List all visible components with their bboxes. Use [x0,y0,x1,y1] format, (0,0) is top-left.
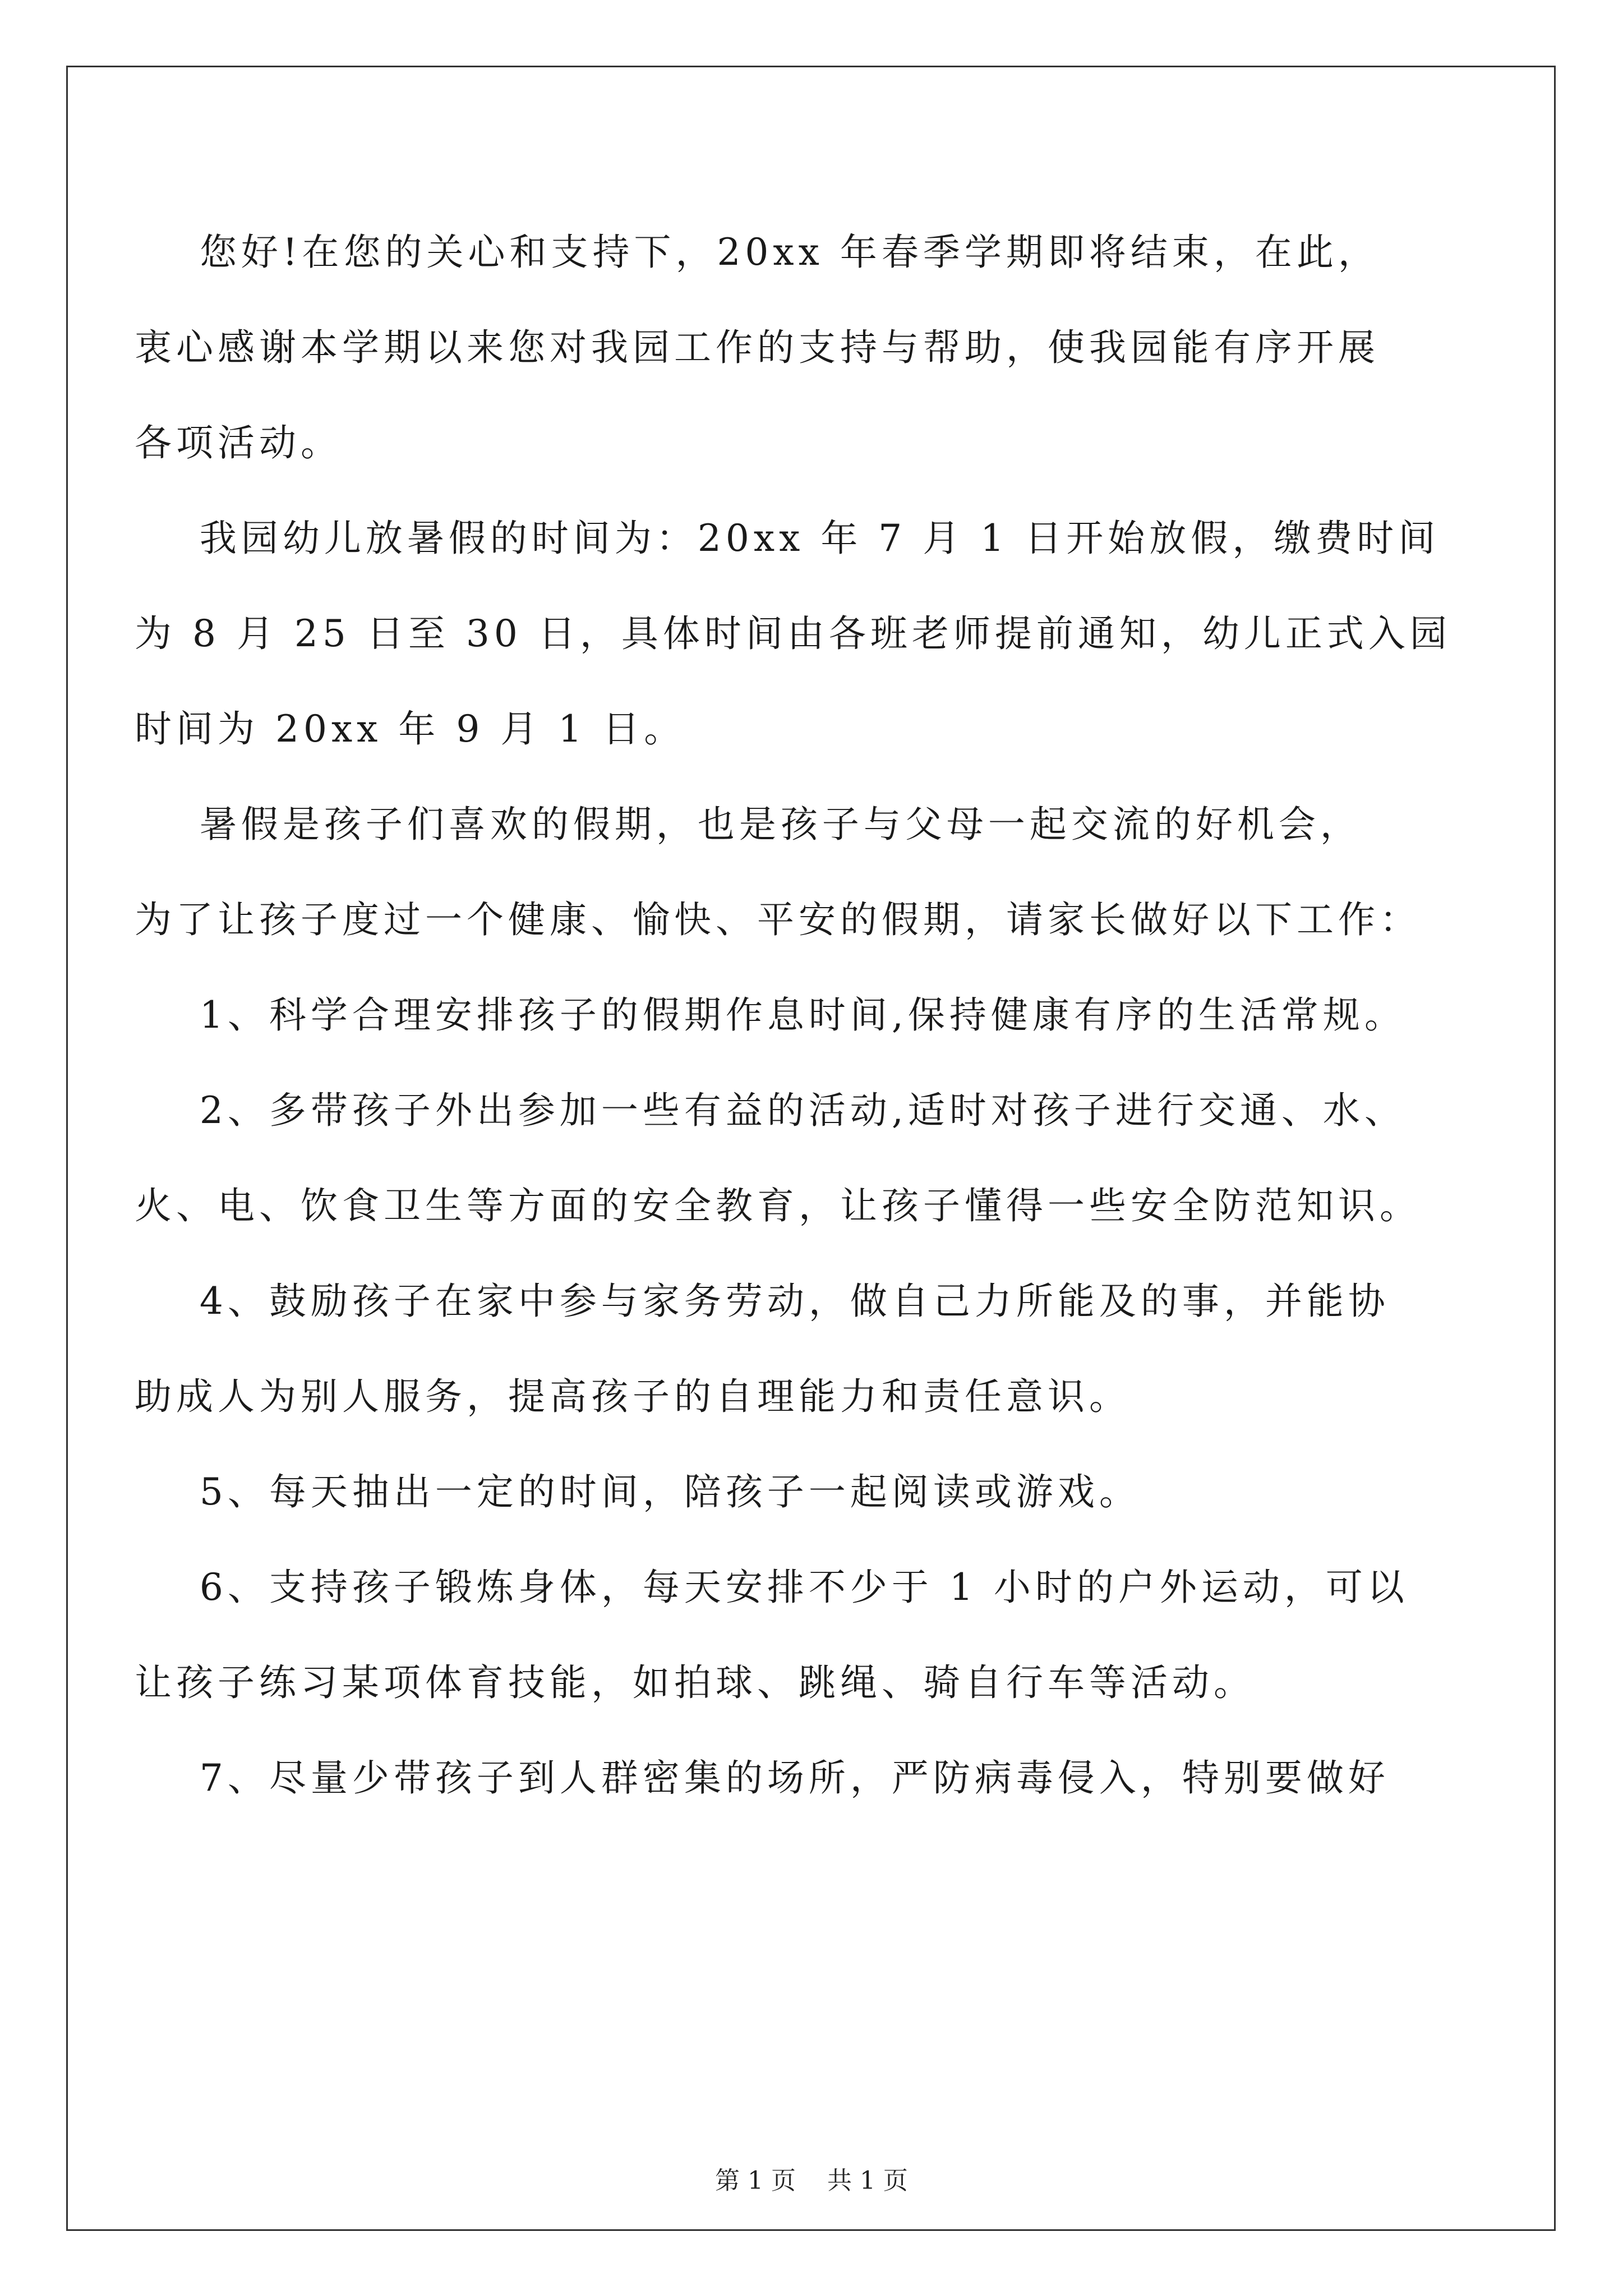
text-line: 火、电、饮食卫生等方面的安全教育，让孩子懂得一些安全防范知识。 [135,1184,1421,1227]
page-number: 第 1 页 共 1 页 [715,2166,908,2195]
text-line: 为了让孩子度过一个健康、愉快、平安的假期，请家长做好以下工作： [135,898,1421,941]
text-line: 为 8 月 25 日至 30 日，具体时间由各班老师提前通知，幼儿正式入园 [135,612,1451,655]
text-line: 5、每天抽出一定的时间，陪孩子一起阅读或游戏。 [135,1470,1141,1513]
document-body [135,205,1481,1826]
text-line: 您好!在您的关心和支持下，20xx 年春季学期即将结束，在此， [135,231,1380,274]
text-line: 暑假是孩子们喜欢的假期，也是孩子与父母一起交流的好机会， [135,803,1362,846]
text-line: 6、支持孩子锻炼身体，每天安排不少于 1 小时的户外运动，可以 [135,1566,1409,1609]
text-line: 让孩子练习某项体育技能，如拍球、跳绳、骑自行车等活动。 [135,1661,1255,1704]
text-line: 4、鼓励孩子在家中参与家务劳动，做自己力所能及的事，并能协 [135,1280,1390,1323]
text-line: 时间为 20xx 年 9 月 1 日。 [135,707,686,751]
text-line: 衷心感谢本学期以来您对我园工作的支持与帮助，使我园能有序开展 [135,326,1380,369]
text-line: 助成人为别人服务，提高孩子的自理能力和责任意识。 [135,1375,1131,1418]
text-line: 1、科学合理安排孩子的假期作息时间,保持健康有序的生活常规。 [135,993,1406,1037]
text-line: 我园幼儿放暑假的时间为：20xx 年 7 月 1 日开始放假，缴费时间 [135,517,1440,560]
text-line: 各项活动。 [135,421,342,464]
text-line: 7、尽量少带孩子到人群密集的场所，严防病毒侵入，特别要做好 [135,1756,1390,1800]
text-line: 2、多带孩子外出参加一些有益的活动,适时对孩子进行交通、水、 [135,1089,1406,1132]
